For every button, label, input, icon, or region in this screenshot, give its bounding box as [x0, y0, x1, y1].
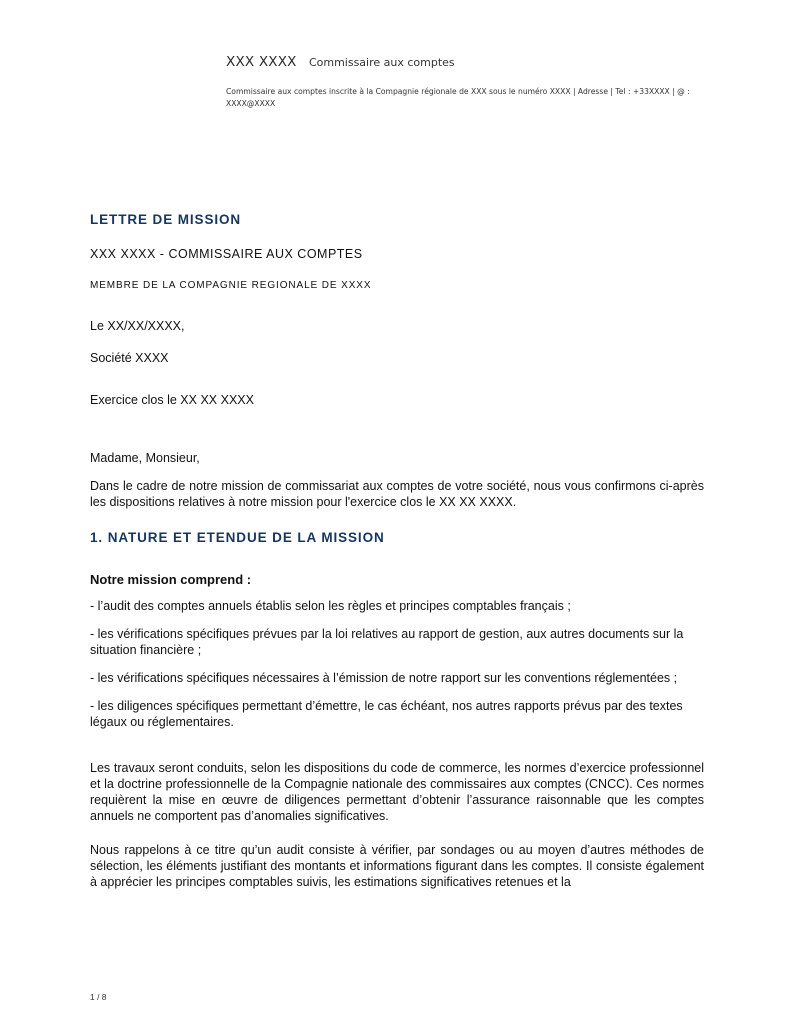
- auditor-name: XXX XXXX: [226, 54, 297, 70]
- letter-body: [90, 212, 704, 890]
- auditor-subtitle: XXX XXXX - COMMISSAIRE AUX COMPTES: [90, 247, 363, 261]
- auditor-contact-details: Commissaire aux comptes inscrite à la Compagnie régionale de XXX sous le numéro XXXX | Adresse | Tel : +33XXXX | @ : XXXX@XXXX: [226, 87, 690, 108]
- audit-standards-paragraph: Les travaux seront conduits, selon les dispositions du code de commerce, les normes d’exercice professionnel et la doctrine professionnelle de la Compagnie nationale des commissaires aux comptes (CNCC). Ces normes requièrent la mise en œuvre de diligences permettant d’obtenir l’assurance raisonnable que les comptes annuels ne comportent pas d’anomalies significatives.: [90, 761, 704, 823]
- letter-date: Le XX/XX/XXXX,: [90, 319, 185, 333]
- list-item: - l’audit des comptes annuels établis selon les règles et principes comptables français ;: [90, 599, 571, 613]
- letterhead-title-line: [226, 54, 696, 70]
- membership-line: MEMBRE DE LA COMPAGNIE REGIONALE DE XXXX: [90, 280, 372, 291]
- auditor-role: Commissaire aux comptes: [308, 56, 455, 69]
- list-item: - les vérifications spécifiques nécessaires à l’émission de notre rapport sur les conventions réglementées ;: [90, 671, 678, 685]
- intro-paragraph: Dans le cadre de notre mission de commissariat aux comptes de votre société, nous vous confirmons ci-après les dispositions relatives à notre mission pour l'exercice clos le XX XX XXXX.: [90, 479, 704, 509]
- letter-title: LETTRE DE MISSION: [90, 212, 242, 227]
- list-item: - les diligences spécifiques permettant d’émettre, le cas échéant, nos autres rapports prévus par des textes légaux ou réglementaires.: [90, 699, 683, 729]
- section-heading-nature-mission: 1. NATURE ET ETENDUE DE LA MISSION: [90, 530, 385, 545]
- letterhead: [226, 54, 696, 110]
- mission-scope-list: [90, 598, 704, 730]
- audit-method-paragraph: Nous rappelons à ce titre qu’un audit consiste à vérifier, par sondages ou au moyen d’autres méthodes de sélection, les éléments justifiant des montants et informations figurant dans les comptes. Il consiste également à apprécier les principes comptables suivis, les estimations significatives retenues et la: [90, 843, 704, 889]
- mission-scope-heading: Notre mission comprend :: [90, 572, 252, 587]
- page-number: 1 / 8: [90, 992, 107, 1002]
- recipient-company: Société XXXX: [90, 351, 169, 365]
- salutation: Madame, Monsieur,: [90, 451, 200, 465]
- list-item: - les vérifications spécifiques prévues par la loi relatives au rapport de gestion, aux autres documents sur la situation financière ;: [90, 627, 684, 657]
- fiscal-year-line: Exercice clos le XX XX XXXX: [90, 393, 254, 407]
